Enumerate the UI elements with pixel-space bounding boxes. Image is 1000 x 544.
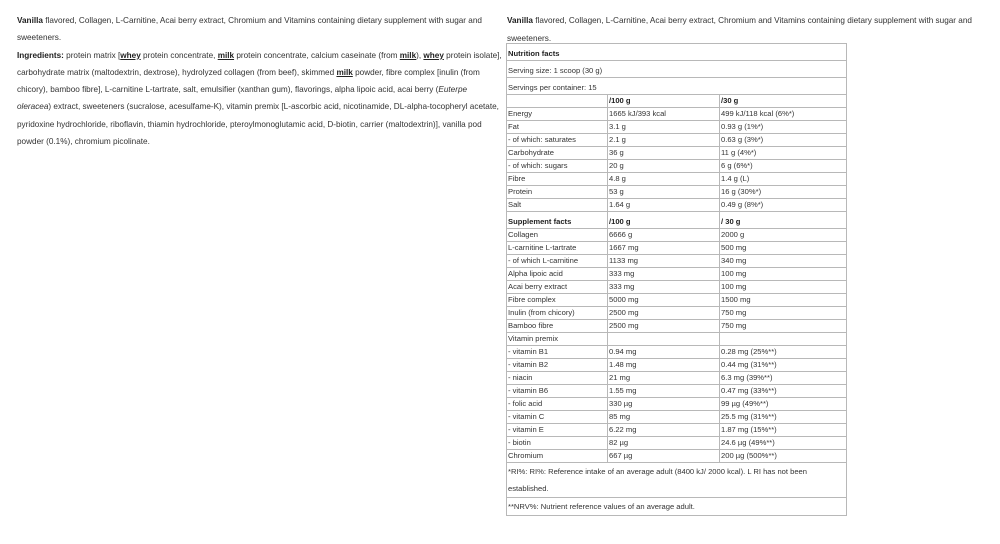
table-row [507,450,847,463]
table-row [507,255,847,268]
value-per-serving: 1500 mg [720,294,847,307]
value-per-100g: 330 µg [608,398,720,411]
servings-per-container: Servings per container: 15 [507,78,847,95]
col-100g-header: /100 g [608,95,720,108]
table-row [507,437,847,450]
value-per-100g: 21 mg [608,372,720,385]
nutrient-name: Acai berry extract [507,281,608,294]
nutrient-name: - of which: saturates [507,134,608,147]
latin-name: Euterpe oleracea [17,85,468,112]
value-per-serving: 0.93 g (1%*) [720,121,847,134]
ingredients-label: Ingredients: [17,50,64,60]
nutrition-title: Nutrition facts [507,44,847,61]
table-row [507,346,847,359]
allergen-whey: whey [423,50,444,60]
value-per-serving: 11 g (4%*) [720,147,847,160]
table-row [507,186,847,199]
nutrient-name: - folic acid [507,398,608,411]
ingredients-text: protein matrix [ [63,50,121,60]
value-per-serving: 340 mg [720,255,847,268]
nutrient-name: - vitamin E [507,424,608,437]
value-per-serving: 99 µg (49%**) [720,398,847,411]
col-30g-header: / 30 g [720,212,847,229]
col-30g-header: /30 g [720,95,847,108]
value-per-100g: 3.1 g [608,121,720,134]
header-blank [507,95,608,108]
nutrient-name: Carbohydrate [507,147,608,160]
product-description: flavored, Collagen, L-Carnitine, Acai berry extract, Chromium and Vitamins containing dietary supplement with sugar and sweeteners. [17,16,482,43]
ingredients-block [17,12,502,150]
allergen-milk: milk [217,50,235,60]
table-row [507,424,847,437]
nutrient-name: Chromium [507,450,608,463]
value-per-100g: 0.94 mg [608,346,720,359]
product-name: Vanilla [17,16,43,25]
value-per-serving: 100 mg [720,268,847,281]
nutrient-name: Inulin (from chicory) [507,307,608,320]
value-per-100g: 2.1 g [608,134,720,147]
value-per-100g: 6.22 mg [608,424,720,437]
table-row [507,229,847,242]
value-per-serving: 750 mg [720,307,847,320]
value-per-100g: 1133 mg [608,255,720,268]
value-per-serving: 100 mg [720,281,847,294]
value-per-serving: 16 g (30%*) [720,186,847,199]
nutrient-name: Fat [507,121,608,134]
value-per-100g: 2500 mg [608,320,720,333]
nutrient-name: Fibre complex [507,294,608,307]
product-name: Vanilla [507,16,533,25]
nutrient-name: - niacin [507,372,608,385]
nutrition-table [506,43,847,516]
value-per-serving: 200 µg (500%**) [720,450,847,463]
nutrient-name: Energy [507,108,608,121]
table-row [507,411,847,424]
value-per-serving: 6.3 mg (39%**) [720,372,847,385]
table-row [507,160,847,173]
value-per-100g: 53 g [608,186,720,199]
table-row [507,385,847,398]
supplement-title: Supplement facts [507,212,608,229]
value-per-serving: 0.49 g (8%*) [720,199,847,212]
value-per-100g: 5000 mg [608,294,720,307]
table-row [507,121,847,134]
table-row [507,108,847,121]
value-per-serving: 500 mg [720,242,847,255]
table-row [507,320,847,333]
value-per-100g: 1.55 mg [608,385,720,398]
allergen-milk: milk [399,50,417,60]
value-per-100g: 20 g [608,160,720,173]
ingredients-text: powder, fibre complex [inulin (from chicory), bamboo fibre], L-carnitine L-tartrate, salt, emulsifier (xanthan gum), flavorings, alpha lipoic acid, acai berry ( [17,67,480,95]
col-100g-header: /100 g [608,212,720,229]
value-per-100g: 1665 kJ/393 kcal [608,108,720,121]
value-per-serving: 750 mg [720,320,847,333]
ingredients-text: ) extract, sweeteners (sucralose, acesulfame-K), vitamin premix [L-ascorbic acid, nicotinamide, DL-alpha-tocopheryl acetate, pyridoxine hydrochloride, riboflavin, thiamin hydrochloride, pteroylmonoglutamic acid, D-biotin, carrier (maltodextrin)], vanilla pod powder (0.1%), chromium picolinate. [17,102,499,147]
value-per-100g: 333 mg [608,281,720,294]
table-row [507,294,847,307]
nutrient-name: Protein [507,186,608,199]
value-per-serving: 25.5 mg (31%**) [720,411,847,424]
value-per-100g: 667 µg [608,450,720,463]
value-per-100g: 85 mg [608,411,720,424]
nutrient-name: - biotin [507,437,608,450]
value-per-serving: 24.6 µg (49%**) [720,437,847,450]
table-row [507,359,847,372]
value-per-serving: 1.87 mg (15%**) [720,424,847,437]
nutrient-name: Alpha lipoic acid [507,268,608,281]
table-row [507,268,847,281]
nutrient-name: Vitamin premix [507,333,608,346]
value-per-100g: 6666 g [608,229,720,242]
ingredients-text: protein concentrate, calcium caseinate (from [234,50,400,60]
nutrient-name: L-carnitine L-tartrate [507,242,608,255]
table-row [507,372,847,385]
serving-size: Serving size: 1 scoop (30 g) [507,61,847,78]
nutrient-name: - vitamin C [507,411,608,424]
value-per-serving: 2000 g [720,229,847,242]
table-row [507,333,847,346]
value-per-100g: 1.48 mg [608,359,720,372]
table-row [507,147,847,160]
value-per-100g: 1.64 g [608,199,720,212]
ingredients-text: protein isolate], carbohydrate matrix (maltodextrin, dextrose), hydrolyzed collagen (from beef), skimmed [17,50,502,77]
ingredients-text: ), [416,50,424,60]
footnote-ri: *RI%: RI%: Reference intake of an average adult (8400 kJ/ 2000 kcal). L RI has not been established. [507,463,847,498]
allergen-whey: whey [120,50,141,60]
value-per-serving: 0.47 mg (33%**) [720,385,847,398]
allergen-milk: milk [336,67,353,77]
nutrient-name: Salt [507,199,608,212]
value-per-serving: 6 g (6%*) [720,160,847,173]
nutrient-name: - vitamin B6 [507,385,608,398]
nutrient-name: - of which: sugars [507,160,608,173]
ingredients-text: protein concentrate, [140,50,218,60]
table-row [507,199,847,212]
value-per-100g: 1667 mg [608,242,720,255]
value-per-100g: 4.8 g [608,173,720,186]
table-row [507,281,847,294]
nutrient-name: Collagen [507,229,608,242]
value-per-serving [720,333,847,346]
footnote-nrv: **NRV%: Nutrient reference values of an average adult. [507,498,847,516]
table-row [507,398,847,411]
nutrient-name: - vitamin B2 [507,359,608,372]
table-row [507,242,847,255]
nutrient-name: Fibre [507,173,608,186]
table-row [507,307,847,320]
value-per-100g: 36 g [608,147,720,160]
value-per-serving: 0.63 g (3%*) [720,134,847,147]
value-per-100g: 2500 mg [608,307,720,320]
nutrient-name: - of which L-carnitine [507,255,608,268]
table-row [507,173,847,186]
value-per-serving: 0.44 mg (31%**) [720,359,847,372]
value-per-serving: 1.4 g (L) [720,173,847,186]
table-row [507,134,847,147]
value-per-100g: 82 µg [608,437,720,450]
value-per-serving: 499 kJ/118 kcal (6%*) [720,108,847,121]
value-per-100g [608,333,720,346]
product-description: flavored, Collagen, L-Carnitine, Acai berry extract, Chromium and Vitamins containing dietary supplement with sugar and sweeteners. [507,16,972,43]
nutrient-name: Bamboo fibre [507,320,608,333]
value-per-serving: 0.28 mg (25%**) [720,346,847,359]
value-per-100g: 333 mg [608,268,720,281]
nutrient-name: - vitamin B1 [507,346,608,359]
